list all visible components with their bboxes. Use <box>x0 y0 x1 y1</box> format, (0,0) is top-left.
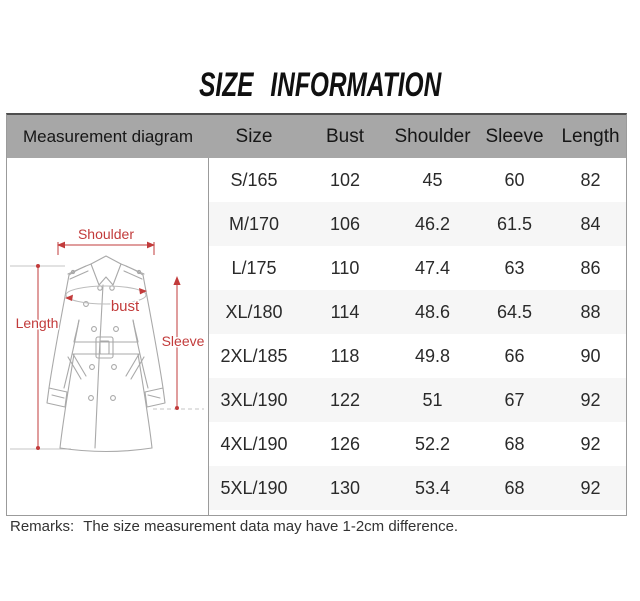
cell-length: 90 <box>580 345 601 366</box>
table-row <box>209 422 626 466</box>
cell-shoulder: 53.4 <box>414 477 451 498</box>
cell-shoulder: 48.6 <box>414 301 451 322</box>
cell-bust: 102 <box>329 169 361 190</box>
table-row <box>209 158 626 202</box>
cell-length: 86 <box>580 257 601 278</box>
shoulder-label: Shoulder <box>77 226 135 242</box>
cell-shoulder: 51 <box>422 389 443 410</box>
cell-sleeve: 68 <box>504 477 525 498</box>
trench-coat-diagram <box>7 158 208 510</box>
cell-size: XL/180 <box>225 301 283 322</box>
remarks-label: Remarks: <box>10 518 75 535</box>
cell-sleeve: 63 <box>504 257 525 278</box>
measurement-annotations <box>16 226 205 450</box>
cell-bust: 130 <box>329 477 361 498</box>
table-row <box>209 246 626 290</box>
cell-shoulder: 47.4 <box>414 257 451 278</box>
header-sleeve: Sleeve <box>485 125 544 147</box>
table-row <box>209 334 626 378</box>
table-row <box>209 202 626 246</box>
header-size: Size <box>235 125 273 147</box>
cell-shoulder: 49.8 <box>414 345 451 366</box>
cell-shoulder: 46.2 <box>414 213 451 234</box>
header-measurement-diagram: Measurement diagram <box>22 126 194 146</box>
cell-length: 88 <box>580 301 601 322</box>
header-shoulder: Shoulder <box>394 125 471 147</box>
bust-label: bust <box>110 298 140 315</box>
table-row <box>209 290 626 334</box>
cell-bust: 126 <box>329 433 361 454</box>
cell-length: 92 <box>580 477 601 498</box>
cell-length: 84 <box>580 213 601 234</box>
cell-size: S/165 <box>230 169 278 190</box>
cell-length: 82 <box>580 169 601 190</box>
cell-size: 3XL/190 <box>220 389 288 410</box>
cell-sleeve: 64.5 <box>496 301 533 322</box>
table-row <box>209 378 626 422</box>
length-label: Length <box>15 315 59 331</box>
cell-size: 5XL/190 <box>220 477 288 498</box>
cell-sleeve: 66 <box>504 345 525 366</box>
title-wrap <box>0 66 640 105</box>
cell-size: 2XL/185 <box>220 345 288 366</box>
cell-sleeve: 68 <box>504 433 525 454</box>
remarks-text: The size measurement data may have 1-2cm difference. <box>83 518 459 535</box>
table-row <box>209 466 626 510</box>
measurement-diagram-cell <box>7 158 209 515</box>
header-length: Length <box>561 125 620 147</box>
cell-shoulder: 52.2 <box>414 433 451 454</box>
cell-length: 92 <box>580 433 601 454</box>
cell-bust: 110 <box>330 257 360 278</box>
cell-bust: 118 <box>330 345 360 366</box>
size-table <box>6 113 627 516</box>
cell-bust: 114 <box>330 301 360 322</box>
coat-outline <box>47 256 165 452</box>
cell-size: 4XL/190 <box>220 433 288 454</box>
cell-sleeve: 60 <box>504 169 525 190</box>
size-table-rows <box>209 158 626 515</box>
cell-bust: 122 <box>329 389 361 410</box>
sleeve-label: Sleeve <box>161 333 205 349</box>
cell-sleeve: 67 <box>504 389 525 410</box>
page-title: SIZE INFORMATION <box>198 66 442 104</box>
cell-sleeve: 61.5 <box>496 213 533 234</box>
cell-size: L/175 <box>231 257 277 278</box>
cell-shoulder: 45 <box>422 169 443 190</box>
cell-size: M/170 <box>228 213 280 234</box>
table-header-row <box>7 115 626 158</box>
table-body <box>7 158 626 515</box>
cell-bust: 106 <box>329 213 361 234</box>
header-bust: Bust <box>325 125 365 147</box>
remarks <box>10 518 458 535</box>
cell-length: 92 <box>580 389 601 410</box>
